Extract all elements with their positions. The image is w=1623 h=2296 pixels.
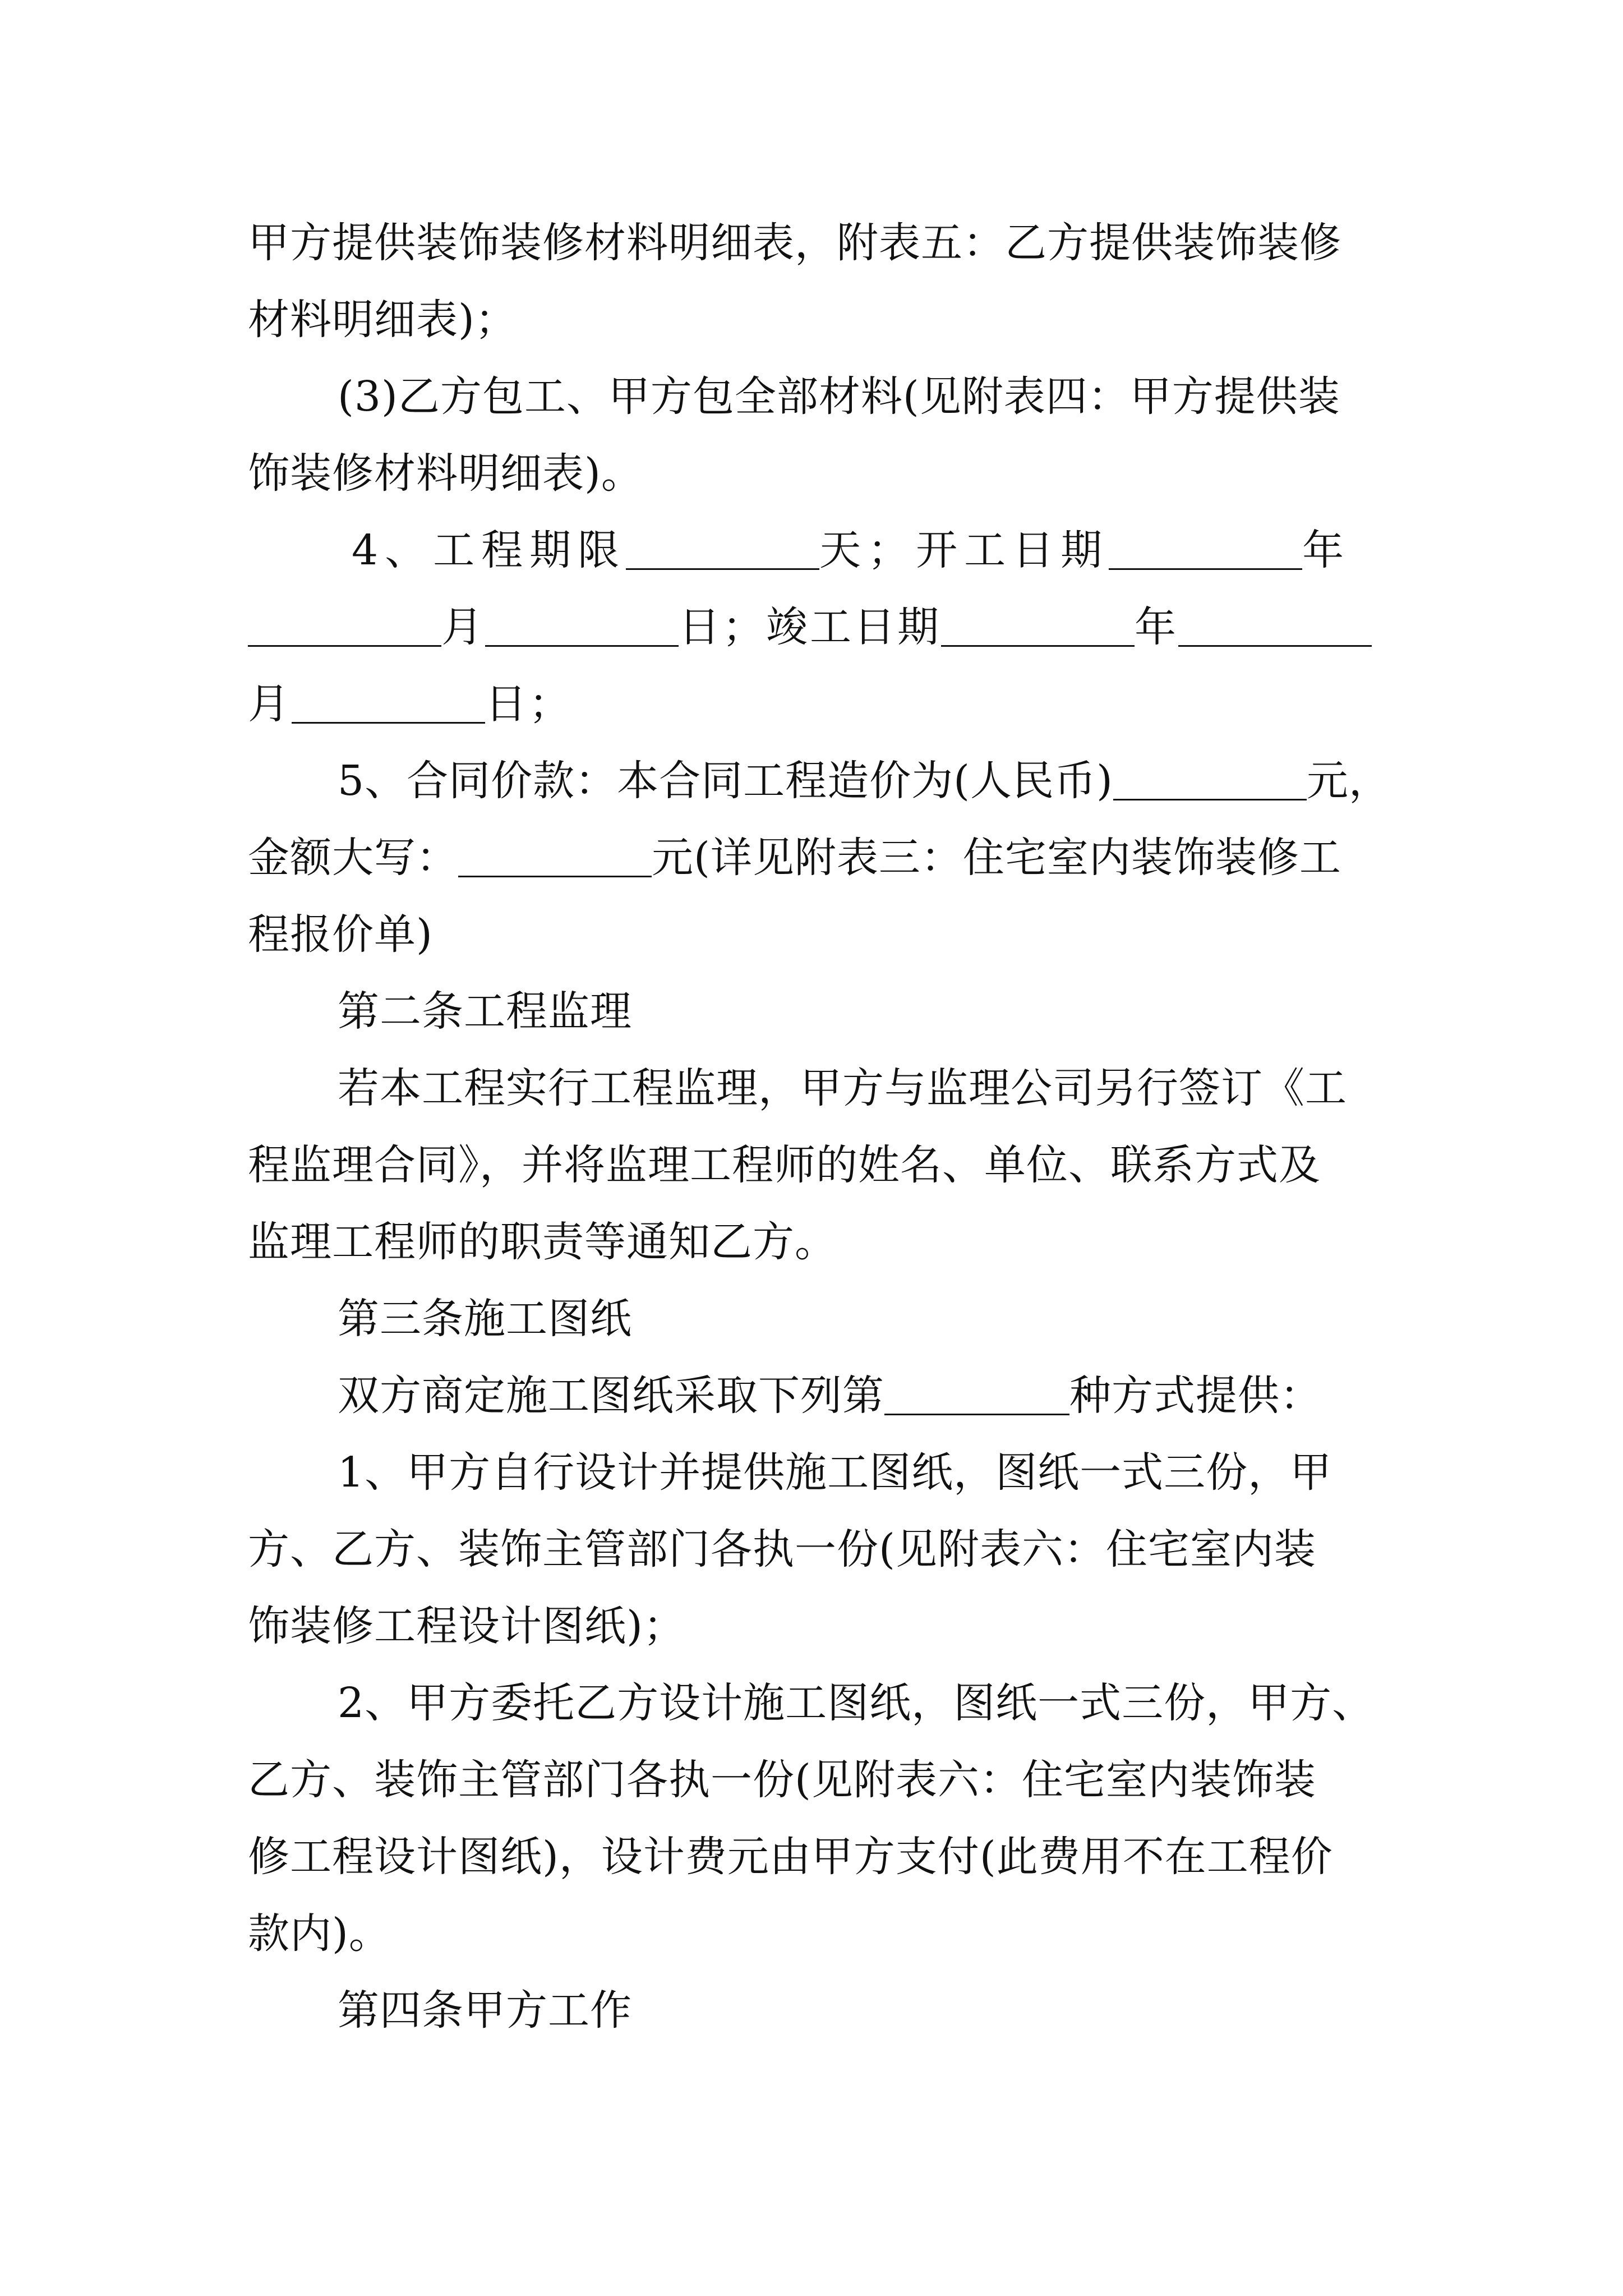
- blank-field: [485, 600, 679, 647]
- year-label: 年: [1302, 526, 1351, 574]
- method-line: [248, 1358, 1386, 1434]
- text-line: (3)乙方包工、甲方包全部材料(见附表四：甲方提供装: [338, 372, 1340, 421]
- text-line: 款内)。: [248, 1910, 391, 1958]
- blank-field: [458, 831, 652, 877]
- blank-field: [1178, 600, 1372, 647]
- amount-label: 金额大写：: [248, 834, 458, 882]
- term-line: [248, 512, 1386, 589]
- method-suffix: 种方式提供：: [1069, 1372, 1322, 1420]
- term-label: 4、工程期限: [352, 526, 626, 574]
- text-line: 2、甲方委托乙方设计施工图纸，图纸一式三份，甲方、: [338, 1679, 1375, 1727]
- price-label: 5、合同价款：本合同工程造价为(人民币): [338, 757, 1113, 805]
- text-line: 甲方提供装饰装修材料明细表，附表五：乙方提供装饰装修: [248, 219, 1341, 267]
- blank-field: [941, 600, 1135, 647]
- text-line: 修工程设计图纸)，设计费元由甲方支付(此费用不在工程价: [248, 1833, 1333, 1881]
- method-label: 双方商定施工图纸采取下列第: [338, 1372, 884, 1420]
- text-line: 方、乙方、装饰主管部门各执一份(见附表六：住宅室内装: [248, 1525, 1316, 1573]
- text-line: 监理工程师的职责等通知乙方。: [248, 1218, 837, 1266]
- amount-line: [248, 820, 1386, 896]
- blank-field: [1113, 754, 1307, 800]
- blank-field: [292, 677, 485, 724]
- text-line: 程报价单): [248, 910, 433, 959]
- blank-field: [248, 600, 441, 647]
- section-heading: 第二条工程监理: [338, 987, 632, 1036]
- text-line: 1、甲方自行设计并提供施工图纸，图纸一式三份，甲: [338, 1448, 1332, 1497]
- section-heading: 第三条施工图纸: [338, 1295, 632, 1343]
- price-line: [248, 743, 1391, 820]
- day-label: 日；: [485, 680, 573, 728]
- text-line: 饰装修材料明细表)。: [248, 449, 643, 498]
- month-label: 月: [441, 603, 485, 651]
- currency-label: 元，: [1306, 757, 1391, 805]
- date-line: [248, 666, 1386, 743]
- blank-field: [1109, 523, 1302, 570]
- blank-field: [626, 523, 819, 570]
- month-label: 月: [248, 680, 292, 728]
- text-line: 材料明细表)；: [248, 296, 517, 344]
- text-line: 饰装修工程设计图纸)；: [248, 1602, 685, 1650]
- section-heading: 第四条甲方工作: [338, 1986, 632, 2035]
- text-line: 若本工程实行工程监理，甲方与监理公司另行签订《工: [338, 1064, 1347, 1112]
- text-line: 乙方、装饰主管部门各执一份(见附表六：住宅室内装饰装: [248, 1756, 1316, 1804]
- start-date-label: 天；开工日期: [819, 526, 1109, 574]
- document-body: [248, 205, 1391, 2049]
- amount-note: 元(详见附表三：住宅室内装饰装修工: [652, 834, 1341, 882]
- completion-date-label: 日；竣工日期: [679, 603, 941, 651]
- date-line: [248, 589, 1386, 666]
- text-line: 程监理合同》，并将监理工程师的姓名、单位、联系方式及: [248, 1141, 1321, 1189]
- blank-field: [884, 1369, 1069, 1415]
- year-label: 年: [1135, 603, 1178, 651]
